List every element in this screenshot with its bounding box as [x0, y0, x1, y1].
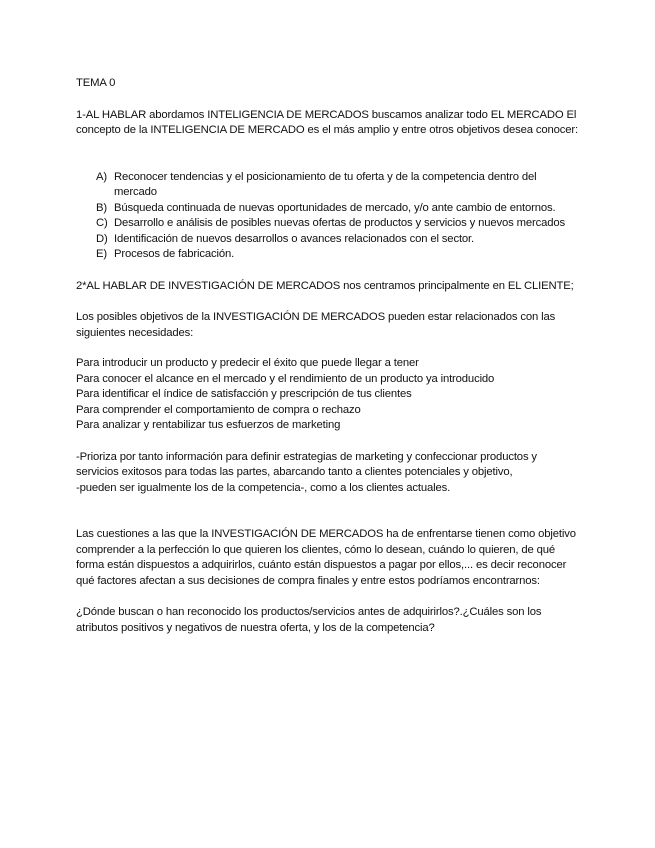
prioriza-line: -Prioriza por tanto información para definir estrategias de marketing y confeccionar productos y servicios exitosos para todas las partes, abarcando tanto a clientes potenciales y objetivo, [76, 450, 537, 478]
prioriza-paragraph [76, 450, 581, 497]
needs-line: Para introducir un producto y predecir el éxito que puede llegar a tener [76, 357, 419, 369]
list-item-text: Procesos de fabricación. [114, 248, 235, 260]
list-marker: C) [96, 217, 108, 229]
document-body [76, 76, 581, 636]
needs-line: Para conocer el alcance en el mercado y el rendimiento de un producto ya introducido [76, 372, 495, 385]
list-item [76, 201, 581, 217]
preguntas-paragraph: ¿Dónde buscan o han reconocido los productos/servicios antes de adquirirlos?.¿Cuáles son los atributos positivos y negativos de nuestra oferta, y los de la competencia? [76, 606, 542, 634]
prioriza-line: -pueden ser igualmente los de la competencia-, como a los clientes actuales. [76, 481, 451, 494]
needs-list [76, 356, 581, 434]
list-item [76, 170, 581, 201]
list-item-text: Búsqueda continuada de nuevas oportunidades de mercado, y/o ante cambio de entornos. [114, 201, 556, 214]
list-marker: B) [96, 201, 107, 214]
list-marker: E) [96, 248, 107, 260]
section-2-paragraph: 2*AL HABLAR DE INVESTIGACIÓN DE MERCADOS nos centramos principalmente en EL CLIENTE; [76, 279, 574, 292]
list-marker: D) [96, 232, 108, 245]
cuestiones-paragraph: Las cuestiones a las que la INVESTIGACIÓN DE MERCADOS ha de enfrentarse tienen como objetivo comprender a la perfección lo que quieren los clientes, cómo lo desean, cuándo lo quieren, de qué forma están dispuestos a adquirirlos, cuánto están dispuestos a pagar por ellos,... es decir reconocer qué factores afectan a sus decisiones de compra finales y entre estos podríamos encontrarnos: [76, 528, 576, 587]
intro-paragraph: 1-AL HABLAR abordamos INTELIGENCIA DE MERCADOS buscamos analizar todo EL MERCADO El concepto de la INTELIGENCIA DE MERCADO es el más amplio y entre otros objetivos desea conocer: [76, 108, 579, 136]
list-marker: A) [96, 170, 107, 183]
document-title: TEMA 0 [76, 77, 116, 89]
objectives-intro-paragraph: Los posibles objetivos de la INVESTIGACIÓN DE MERCADOS pueden estar relacionados con las siguientes necesidades: [76, 311, 556, 339]
list-item-text: Reconocer tendencias y el posicionamiento de tu oferta y de la competencia dentro del mercado [114, 170, 537, 198]
list-item [76, 247, 581, 263]
needs-line: Para identificar el índice de satisfacción y prescripción de tus clientes [76, 388, 412, 400]
objectives-list [76, 170, 581, 263]
needs-line: Para analizar y rentabilizar tus esfuerzos de marketing [76, 419, 341, 431]
list-item-text: Desarrollo e análisis de posibles nuevas ofertas de productos y servicios y nuevos mercados [114, 217, 566, 229]
list-item [76, 232, 581, 248]
list-item [76, 216, 581, 232]
needs-line: Para comprender el comportamiento de compra o rechazo [76, 403, 361, 416]
list-item-text: Identificación de nuevos desarrollos o avances relacionados con el sector. [114, 232, 475, 245]
